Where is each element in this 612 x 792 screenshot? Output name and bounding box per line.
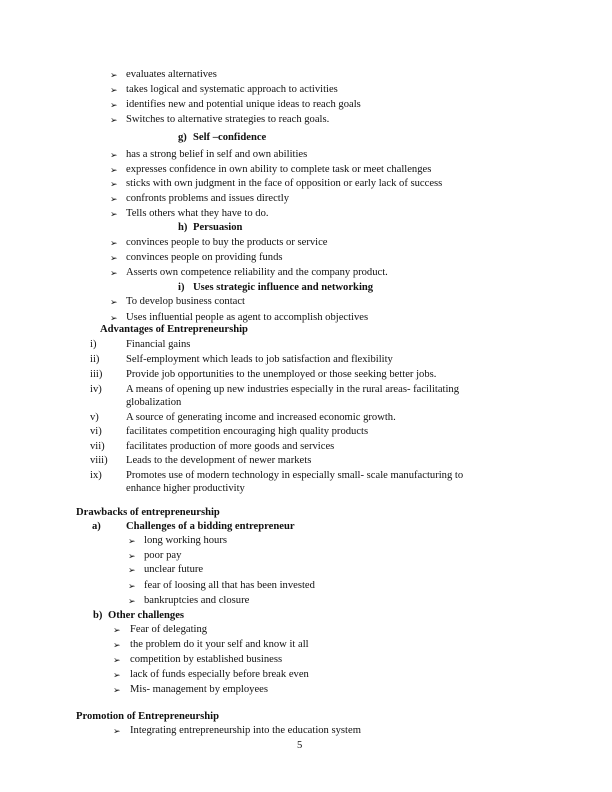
bullet-icon: ➢ xyxy=(110,85,118,95)
item-number: viii) xyxy=(90,455,108,466)
list-item: evaluates alternatives xyxy=(126,69,217,80)
list-item: facilitates production of more goods and services xyxy=(126,441,335,452)
list-item: A source of generating income and increased economic growth. xyxy=(126,412,396,423)
section-marker: i) xyxy=(178,282,185,293)
bullet-icon: ➢ xyxy=(110,115,118,125)
bullet-icon: ➢ xyxy=(110,179,118,189)
list-item: sticks with own judgment in the face of opposition or early lack of success xyxy=(126,178,443,189)
list-item-continuation: enhance higher productivity xyxy=(126,483,245,494)
list-item: Switches to alternative strategies to reach goals. xyxy=(126,114,330,125)
list-item: competition by established business xyxy=(130,654,283,665)
list-item: Integrating entrepreneurship into the education system xyxy=(130,725,361,736)
bullet-icon: ➢ xyxy=(110,100,118,110)
list-item: convinces people to buy the products or service xyxy=(126,237,328,248)
list-item: takes logical and systematic approach to activities xyxy=(126,84,338,95)
list-item: Financial gains xyxy=(126,339,191,350)
list-item: Self-employment which leads to job satisfaction and flexibility xyxy=(126,354,393,365)
list-item-continuation: globalization xyxy=(126,397,182,408)
list-item: Provide job opportunities to the unemployed or those seeking better jobs. xyxy=(126,369,437,380)
list-item: long working hours xyxy=(144,535,227,546)
list-item: unclear future xyxy=(144,564,204,575)
item-number: iii) xyxy=(90,369,103,380)
list-item: lack of funds especially before break even xyxy=(130,669,309,680)
bullet-icon: ➢ xyxy=(110,209,118,219)
bullet-icon: ➢ xyxy=(110,313,118,323)
bullet-icon: ➢ xyxy=(128,565,136,575)
bullet-icon: ➢ xyxy=(110,238,118,248)
bullet-icon: ➢ xyxy=(110,165,118,175)
list-item: Promotes use of modern technology in especially small- scale manufacturing to xyxy=(126,470,464,481)
list-item: identifies new and potential unique ideas to reach goals xyxy=(126,99,361,110)
bullet-icon: ➢ xyxy=(113,685,121,695)
section-marker: b) xyxy=(93,610,103,621)
bullet-icon: ➢ xyxy=(113,640,121,650)
list-item: bankruptcies and closure xyxy=(144,595,250,606)
bullet-icon: ➢ xyxy=(113,670,121,680)
list-item: fear of loosing all that has been invested xyxy=(144,580,315,591)
section-heading: Self –confidence xyxy=(193,132,267,143)
promotion-heading: Promotion of Entrepreneurship xyxy=(76,711,220,722)
list-item: expresses confidence in own ability to complete task or meet challenges xyxy=(126,164,432,175)
section-heading: Other challenges xyxy=(108,610,185,621)
drawbacks-heading: Drawbacks of entrepreneurship xyxy=(76,507,220,518)
list-item: the problem do it your self and know it all xyxy=(130,639,309,650)
bullet-icon: ➢ xyxy=(110,297,118,307)
list-item: Tells others what they have to do. xyxy=(126,208,269,219)
advantages-heading: Advantages of Entrepreneurship xyxy=(100,324,248,335)
list-item: To develop business contact xyxy=(126,296,245,307)
list-item: convinces people on providing funds xyxy=(126,252,283,263)
item-number: i) xyxy=(90,339,97,350)
section-marker: h) xyxy=(178,222,188,233)
item-number: vi) xyxy=(90,426,102,437)
bullet-icon: ➢ xyxy=(128,536,136,546)
list-item: Leads to the development of newer markets xyxy=(126,455,312,466)
list-item: Mis- management by employees xyxy=(130,684,268,695)
bullet-icon: ➢ xyxy=(110,268,118,278)
list-item: Uses influential people as agent to accomplish objectives xyxy=(126,312,369,323)
item-number: ix) xyxy=(90,470,102,481)
list-item: confronts problems and issues directly xyxy=(126,193,289,204)
bullet-icon: ➢ xyxy=(128,596,136,606)
list-item: Asserts own competence reliability and the company product. xyxy=(126,267,388,278)
item-number: vii) xyxy=(90,441,105,452)
item-number: ii) xyxy=(90,354,100,365)
bullet-icon: ➢ xyxy=(110,150,118,160)
bullet-icon: ➢ xyxy=(113,625,121,635)
section-heading: Uses strategic influence and networking xyxy=(193,282,374,293)
section-marker: g) xyxy=(178,132,187,143)
page-number: 5 xyxy=(297,740,303,751)
list-item: poor pay xyxy=(144,550,182,561)
bullet-icon: ➢ xyxy=(110,194,118,204)
section-heading: Persuasion xyxy=(193,222,243,233)
list-item: Fear of delegating xyxy=(130,624,208,635)
item-number: v) xyxy=(90,412,99,423)
item-number: iv) xyxy=(90,384,102,395)
bullet-icon: ➢ xyxy=(110,70,118,80)
bullet-icon: ➢ xyxy=(128,551,136,561)
bullet-icon: ➢ xyxy=(128,581,136,591)
section-heading: Challenges of a bidding entrepreneur xyxy=(126,521,295,532)
bullet-icon: ➢ xyxy=(110,253,118,263)
bullet-icon: ➢ xyxy=(113,655,121,665)
bullet-icon: ➢ xyxy=(113,726,121,736)
section-marker: a) xyxy=(92,521,101,532)
list-item: facilitates competition encouraging high quality products xyxy=(126,426,369,437)
list-item: A means of opening up new industries especially in the rural areas- facilitating xyxy=(126,384,460,395)
list-item: has a strong belief in self and own abilities xyxy=(126,149,308,160)
